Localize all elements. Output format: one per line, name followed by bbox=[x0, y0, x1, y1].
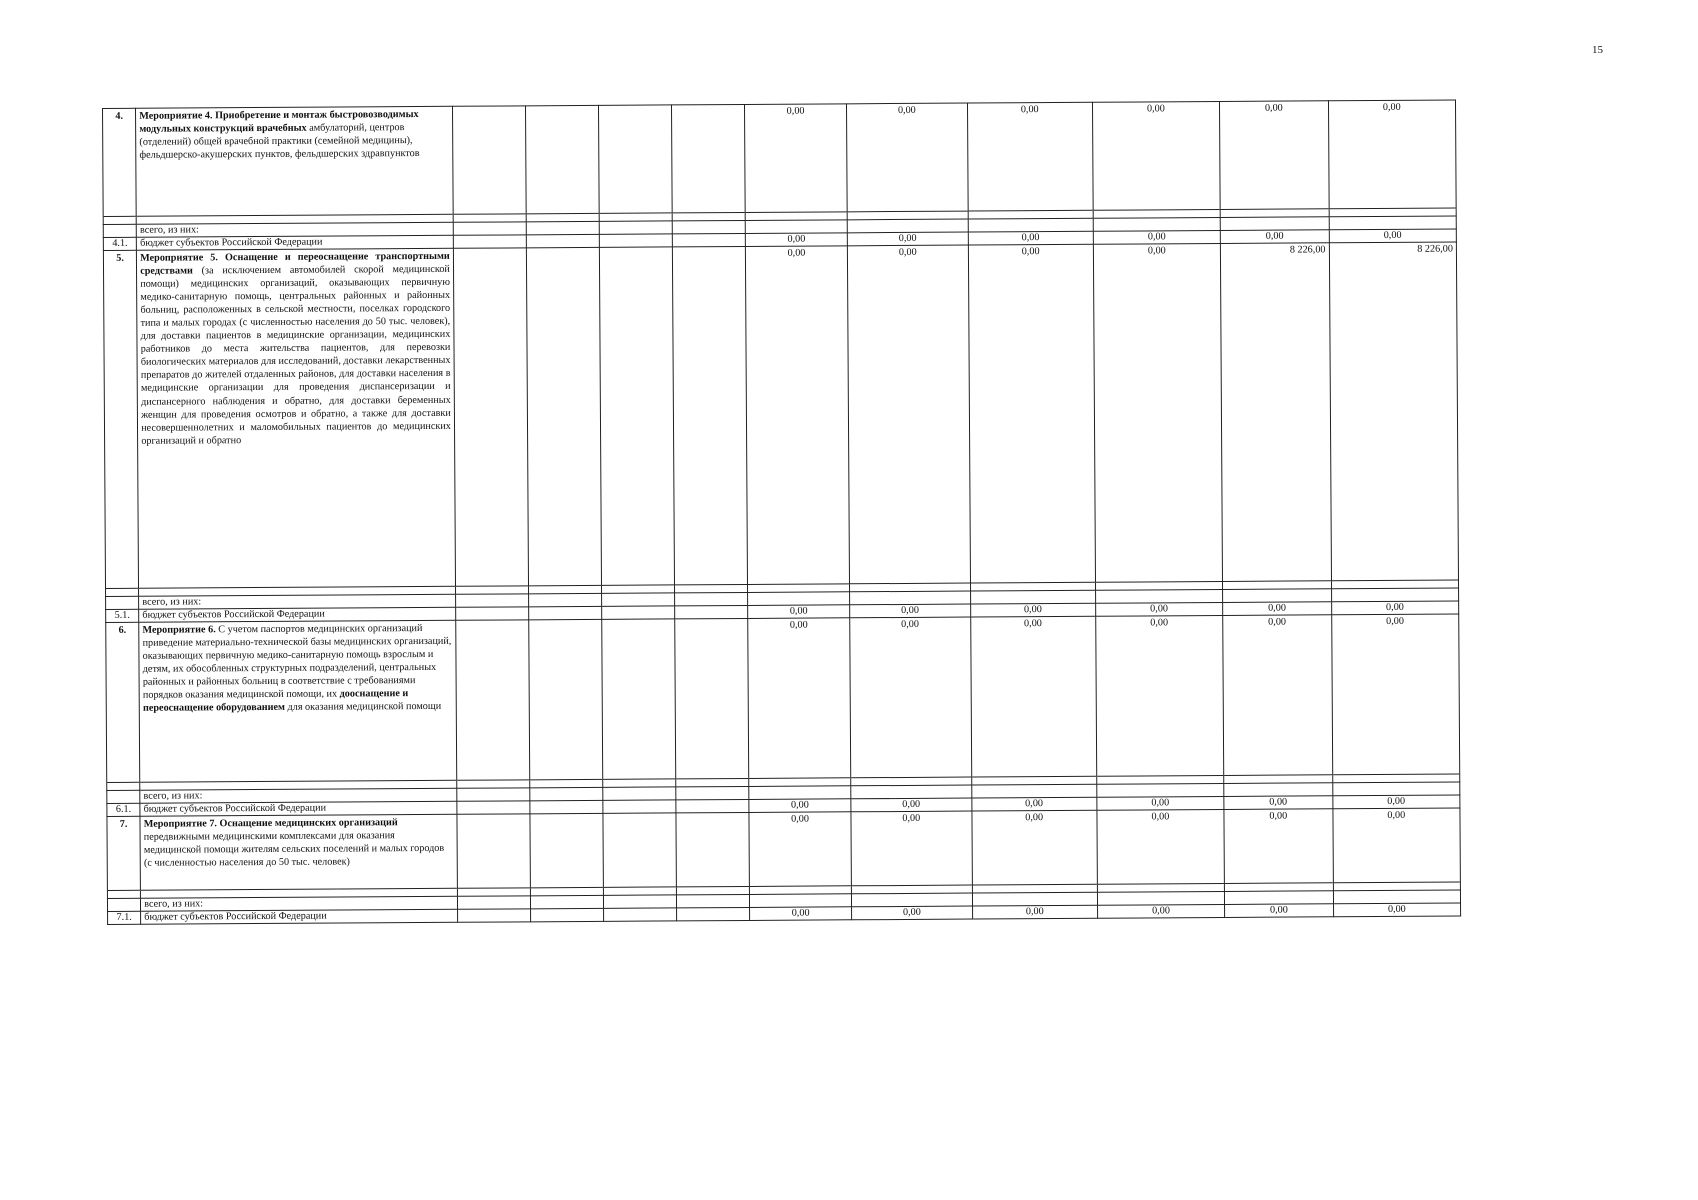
amount-cell: 0,00 bbox=[1331, 614, 1459, 775]
empty-cell bbox=[1333, 890, 1461, 904]
activity-description bbox=[139, 620, 457, 782]
activity-title: Мероприятие 7. Оснащение медицинских организаций bbox=[143, 817, 398, 830]
amount-cell: 0,00 bbox=[968, 244, 1095, 583]
empty-cell bbox=[1332, 782, 1460, 796]
empty-cell bbox=[598, 105, 672, 213]
total-label: всего, из них: bbox=[140, 788, 457, 803]
empty-cell bbox=[107, 790, 140, 803]
empty-cell bbox=[602, 619, 676, 779]
empty-cell bbox=[602, 593, 675, 606]
empty-cell bbox=[603, 895, 676, 908]
activity-row bbox=[107, 808, 1460, 890]
empty-cell bbox=[847, 219, 968, 233]
subrow-number: 7.1. bbox=[108, 911, 141, 924]
empty-cell bbox=[672, 104, 746, 212]
amount-cell: 0,00 bbox=[749, 799, 851, 813]
empty-cell bbox=[970, 590, 1095, 604]
empty-cell bbox=[1331, 588, 1459, 602]
empty-cell bbox=[850, 591, 971, 605]
subrow-label: бюджет субъектов Российской Федерации bbox=[139, 607, 456, 622]
empty-cell bbox=[106, 588, 139, 596]
amount-cell: 0,00 bbox=[847, 245, 970, 584]
empty-cell bbox=[106, 596, 139, 609]
amount-cell: 0,00 bbox=[1097, 809, 1225, 884]
empty-cell bbox=[453, 222, 526, 235]
amount-cell: 0,00 bbox=[1223, 615, 1333, 776]
amount-cell: 0,00 bbox=[1092, 101, 1220, 210]
empty-cell bbox=[602, 606, 675, 619]
subrow-label: бюджет субъектов Российской Федерации bbox=[141, 909, 458, 924]
empty-cell bbox=[599, 247, 674, 585]
activity-text: С учетом паспортов медицинских организаций приведение материально-технической базы медицинских организаций, оказывающих первичную медико-санитарную помощь взрослым и детям, их обособленных структурных подразделений, центральных районных и районных больниц в соответствие с требованиями порядков оказания медицинской помощи, их bbox=[142, 622, 452, 701]
empty-cell bbox=[1225, 891, 1334, 905]
empty-cell bbox=[530, 800, 603, 813]
amount-cell: 0,00 bbox=[968, 231, 1093, 245]
empty-cell bbox=[1097, 783, 1224, 797]
empty-cell bbox=[971, 784, 1096, 798]
empty-cell bbox=[457, 909, 530, 922]
amount-cell: 0,00 bbox=[972, 905, 1097, 919]
activity-title: Мероприятие 6. bbox=[142, 624, 216, 636]
amount-cell: 0,00 bbox=[847, 232, 968, 246]
total-label: всего, из них: bbox=[141, 896, 458, 911]
empty-cell bbox=[748, 592, 850, 606]
empty-cell bbox=[676, 812, 750, 886]
empty-cell bbox=[453, 235, 526, 248]
amount-cell: 0,00 bbox=[748, 618, 851, 779]
total-label: всего, из них: bbox=[136, 222, 453, 237]
empty-cell bbox=[103, 216, 136, 224]
amount-cell: 0,00 bbox=[851, 811, 972, 886]
empty-cell bbox=[675, 592, 748, 605]
amount-cell: 0,00 bbox=[1093, 230, 1220, 244]
activity-description bbox=[140, 814, 457, 890]
amount-cell: 0,00 bbox=[967, 102, 1093, 211]
amount-cell: 0,00 bbox=[971, 797, 1096, 811]
budget-table bbox=[102, 99, 1461, 924]
empty-cell bbox=[457, 896, 530, 909]
empty-cell bbox=[603, 800, 676, 813]
activity-number: 7. bbox=[107, 816, 141, 890]
amount-cell: 0,00 bbox=[1097, 796, 1224, 810]
amount-cell: 0,00 bbox=[1329, 229, 1457, 243]
amount-cell: 0,00 bbox=[972, 810, 1098, 885]
activity-row bbox=[106, 614, 1460, 782]
activity-row bbox=[103, 242, 1458, 588]
activity-number: 5. bbox=[103, 250, 138, 588]
amount-cell: 0,00 bbox=[749, 812, 851, 887]
amount-cell: 0,00 bbox=[750, 907, 852, 921]
empty-cell bbox=[1095, 589, 1222, 603]
empty-cell bbox=[103, 224, 136, 237]
empty-cell bbox=[1224, 783, 1333, 797]
empty-cell bbox=[530, 787, 603, 800]
activity-text-emphasis: дооснащение и переоснащение оборудованием bbox=[142, 688, 409, 715]
empty-cell bbox=[750, 894, 852, 908]
empty-cell bbox=[745, 220, 847, 234]
empty-cell bbox=[528, 593, 601, 606]
empty-cell bbox=[530, 895, 603, 908]
empty-cell bbox=[676, 799, 749, 812]
activity-text: амбулаторий, центров (отделений) общей врачебной практики (семейной медицины), фельдшерско-акушерских пунктов, фельдшерских здравпунктов bbox=[139, 122, 420, 161]
empty-cell bbox=[851, 893, 972, 907]
amount-cell: 0,00 bbox=[850, 617, 972, 778]
activity-row bbox=[103, 100, 1457, 216]
empty-cell bbox=[1223, 589, 1332, 603]
subrow-number: 4.1. bbox=[103, 237, 136, 250]
amount-cell: 0,00 bbox=[748, 605, 850, 619]
activity-number: 6. bbox=[106, 622, 140, 782]
empty-cell bbox=[107, 898, 140, 911]
amount-cell: 0,00 bbox=[1224, 809, 1333, 884]
empty-cell bbox=[675, 605, 748, 618]
activity-title: Мероприятие 5. Оснащение и переоснащение транспортными средствами bbox=[140, 250, 450, 277]
subrow-number: 5.1. bbox=[106, 609, 139, 622]
amount-cell: 0,00 bbox=[1224, 796, 1333, 810]
amount-cell: 8 226,00 bbox=[1329, 242, 1459, 581]
empty-cell bbox=[677, 907, 750, 920]
empty-cell bbox=[529, 606, 602, 619]
empty-cell bbox=[525, 105, 599, 213]
empty-cell bbox=[672, 233, 745, 246]
total-label: всего, из них: bbox=[139, 594, 456, 609]
amount-cell: 0,00 bbox=[970, 603, 1095, 617]
amount-cell: 0,00 bbox=[970, 616, 1096, 777]
empty-cell bbox=[529, 619, 603, 779]
empty-cell bbox=[1093, 217, 1220, 231]
empty-cell bbox=[530, 908, 603, 921]
empty-cell bbox=[457, 801, 530, 814]
amount-cell: 0,00 bbox=[1225, 904, 1334, 918]
empty-cell bbox=[749, 786, 851, 800]
empty-cell bbox=[452, 106, 526, 214]
empty-cell bbox=[599, 234, 672, 247]
subrow-label: бюджет субъектов Российской Федерации bbox=[140, 801, 457, 816]
activity-text: передвижными медицинскими комплексами для оказания медицинской помощи жителям сельских поселений и малых городов (с численностью населения до 50 тыс. человек) bbox=[143, 830, 445, 869]
amount-cell: 0,00 bbox=[1331, 601, 1459, 615]
amount-cell: 0,00 bbox=[1332, 795, 1460, 809]
empty-cell bbox=[455, 594, 528, 607]
empty-cell bbox=[1329, 216, 1457, 230]
empty-cell bbox=[672, 246, 747, 584]
amount-cell: 0,00 bbox=[852, 906, 973, 920]
amount-cell: 0,00 bbox=[1223, 602, 1332, 616]
empty-cell bbox=[456, 620, 530, 780]
amount-cell: 0,00 bbox=[1095, 615, 1223, 776]
empty-cell bbox=[604, 908, 677, 921]
page-number: 15 bbox=[1592, 44, 1603, 56]
amount-cell: 0,00 bbox=[1333, 903, 1461, 917]
empty-cell bbox=[1097, 891, 1224, 905]
empty-cell bbox=[453, 248, 528, 586]
amount-cell: 0,00 bbox=[846, 103, 967, 212]
activity-text-end: для оказания медицинской помощи bbox=[287, 701, 442, 714]
empty-cell bbox=[603, 813, 677, 887]
empty-cell bbox=[1220, 217, 1329, 231]
subrow-label: бюджет субъектов Российской Федерации bbox=[137, 235, 454, 250]
empty-cell bbox=[676, 786, 749, 799]
amount-cell: 0,00 bbox=[1095, 602, 1222, 616]
document-sheet bbox=[102, 99, 1461, 924]
amount-cell: 0,00 bbox=[1220, 230, 1329, 244]
subrow-number: 6.1. bbox=[107, 803, 140, 816]
amount-cell: 0,00 bbox=[745, 104, 848, 213]
empty-cell bbox=[526, 221, 599, 234]
activity-title: Мероприятие 4. Приобретение и монтаж быстровозводимых модульных конструкций врачебных bbox=[139, 109, 419, 135]
empty-cell bbox=[526, 247, 601, 585]
empty-cell bbox=[672, 220, 745, 233]
activity-description bbox=[136, 106, 453, 216]
empty-cell bbox=[972, 892, 1097, 906]
amount-cell: 0,00 bbox=[1333, 808, 1461, 883]
amount-cell: 8 226,00 bbox=[1220, 243, 1331, 582]
amount-cell: 0,00 bbox=[1220, 101, 1329, 210]
amount-cell: 0,00 bbox=[1328, 100, 1456, 209]
empty-cell bbox=[526, 234, 599, 247]
amount-cell: 0,00 bbox=[745, 246, 849, 585]
activity-description bbox=[137, 248, 456, 588]
activity-number: 4. bbox=[103, 108, 137, 216]
amount-cell: 0,00 bbox=[851, 798, 972, 812]
empty-cell bbox=[457, 788, 530, 801]
empty-cell bbox=[457, 814, 531, 888]
amount-cell: 0,00 bbox=[745, 233, 847, 247]
empty-cell bbox=[675, 618, 749, 778]
empty-cell bbox=[530, 813, 604, 887]
activity-text: (за исключением автомобилей скорой медицинской помощи) медицинских организаций, оказывающих первичную медико-санитарную помощь, центральных районных и районных больниц, расположенных в сельской местности, поселках городского типа и малых городах (с численностью населения до 50 тыс. человек), для доставки пациентов в медицинские организации, медицинских работников до места жительства пациентов, для перевозки биологических материалов для исследований, доставки лекарственных препаратов до жителей отдаленных районов, для доставки населения в медицинские организации для проведения диспансеризации и диспансерного наблюдения и обратно, для доставки беременных женщин для проведения осмотров и обратно, а также для доставки несовершеннолетних и маломобильных пациентов до медицинских организаций и обратно bbox=[140, 263, 451, 447]
empty-cell bbox=[456, 607, 529, 620]
empty-cell bbox=[107, 890, 140, 898]
empty-cell bbox=[107, 782, 140, 790]
empty-cell bbox=[968, 218, 1093, 232]
empty-cell bbox=[599, 221, 672, 234]
empty-cell bbox=[603, 787, 676, 800]
amount-cell: 0,00 bbox=[850, 604, 971, 618]
amount-cell: 0,00 bbox=[1093, 243, 1222, 582]
empty-cell bbox=[677, 894, 750, 907]
empty-cell bbox=[851, 785, 972, 799]
amount-cell: 0,00 bbox=[1097, 904, 1224, 918]
